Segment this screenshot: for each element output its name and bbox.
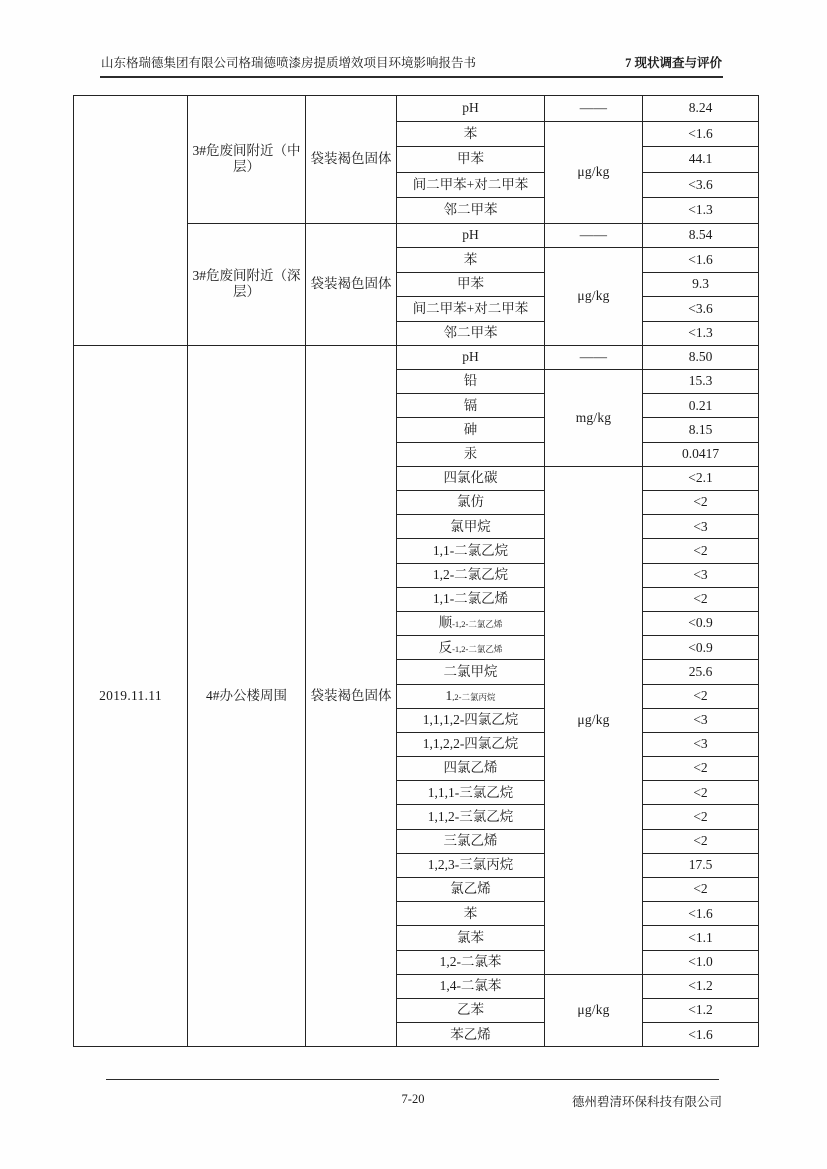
parameter-cell: 四氯化碳 [397,466,545,490]
parameter-cell [397,684,545,708]
value-cell: <3 [643,708,759,732]
parameter-cell: 三氯乙烯 [397,829,545,853]
parameter-cell: 氯甲烷 [397,515,545,539]
parameter-cell: 镉 [397,394,545,418]
value-cell: 17.5 [643,853,759,877]
parameter-cell: 氯苯 [397,926,545,950]
parameter-cell: 1,1,2,2-四氯乙烷 [397,732,545,756]
parameter-cell: 1,2-二氯乙烷 [397,563,545,587]
value-cell: <1.1 [643,926,759,950]
value-cell: <1.2 [643,974,759,998]
value-cell: <1.3 [643,321,759,345]
date-cell: 2019.11.11 [74,345,188,1046]
parameter-cell: 砷 [397,418,545,442]
value-cell: <2 [643,539,759,563]
value-cell: <3 [643,563,759,587]
parameter-cell [397,611,545,635]
page-number: 7-20 [401,1092,425,1106]
value-cell: <2 [643,757,759,781]
header-report-title: 山东格瑞德集团有限公司格瑞德喷漆房提质增效项目环境影响报告书 [101,56,477,70]
header-rule [100,76,723,78]
value-cell: 8.15 [643,418,759,442]
value-cell: <1.0 [643,950,759,974]
value-cell: 8.50 [643,345,759,369]
table-row [74,96,759,122]
value-cell: 15.3 [643,370,759,394]
parameter-cell: 1,4-二氯苯 [397,974,545,998]
value-cell: <2 [643,684,759,708]
parameter-cell: 1,1-二氯乙烷 [397,539,545,563]
param-main-text: 1 [445,687,453,703]
unit-cell: μg/kg [545,248,643,346]
value-cell: <2 [643,805,759,829]
parameter-cell: 甲苯 [397,147,545,173]
parameter-cell: pH [397,96,545,122]
value-cell: 25.6 [643,660,759,684]
unit-cell: μg/kg [545,466,643,974]
value-cell: <1.2 [643,998,759,1022]
parameter-cell: 1,2,3-三氯丙烷 [397,853,545,877]
parameter-cell: 邻二甲苯 [397,198,545,224]
parameter-cell: 四氯乙烯 [397,757,545,781]
parameter-cell: 1,1,1-三氯乙烷 [397,781,545,805]
parameter-cell: 二氯甲烷 [397,660,545,684]
parameter-cell: 氯乙烯 [397,878,545,902]
value-cell: <3.6 [643,297,759,321]
parameter-cell: 1,2-二氯苯 [397,950,545,974]
param-main-text: 反 [438,639,453,655]
date-cell [74,96,188,346]
parameter-cell [397,636,545,660]
parameter-cell: 邻二甲苯 [397,321,545,345]
parameter-cell: 间二甲苯+对二甲苯 [397,172,545,198]
value-cell: <2 [643,829,759,853]
value-cell: <1.6 [643,902,759,926]
param-sub-text: ,2-二氯丙烷 [452,691,496,702]
parameter-cell: 汞 [397,442,545,466]
value-cell: <3.6 [643,172,759,198]
value-cell: 44.1 [643,147,759,173]
value-cell: <0.9 [643,611,759,635]
parameter-cell: 间二甲苯+对二甲苯 [397,297,545,321]
value-cell: <1.6 [643,1023,759,1047]
footer-company-name: 德州碧清环保科技有限公司 [571,1095,722,1109]
value-cell: 8.54 [643,223,759,247]
parameter-cell: 苯 [397,902,545,926]
parameter-cell: pH [397,345,545,369]
unit-cell: μg/kg [545,974,643,1047]
value-cell: 8.24 [643,96,759,122]
value-cell: <2 [643,491,759,515]
value-cell: <2.1 [643,466,759,490]
location-cell: 3#危废间附近（中层） [188,96,306,224]
param-sub-text: -1,2-二氯乙烯 [452,643,503,654]
param-sub-text: -1,2-二氯乙烯 [452,619,503,630]
value-cell: <2 [643,878,759,902]
table-row [74,345,759,369]
value-cell: <3 [643,515,759,539]
unit-cell: —— [545,96,643,122]
page-header [101,53,722,71]
unit-cell: mg/kg [545,370,643,467]
value-cell: <1.3 [643,198,759,224]
parameter-cell: 苯 [397,121,545,147]
unit-cell: —— [545,223,643,247]
unit-cell: μg/kg [545,121,643,223]
location-cell: 3#危废间附近（深层） [188,223,306,345]
sample-description-cell: 袋装褐色固体 [306,345,397,1046]
header-chapter-title: 7 现状调查与评价 [625,56,722,70]
footer-rule [106,1079,719,1080]
value-cell: 9.3 [643,272,759,296]
parameter-cell: 甲苯 [397,272,545,296]
value-cell: <0.9 [643,636,759,660]
parameter-cell: 1,1-二氯乙烯 [397,587,545,611]
parameter-cell: 苯乙烯 [397,1023,545,1047]
unit-cell: —— [545,345,643,369]
value-cell: <2 [643,781,759,805]
value-cell: <2 [643,587,759,611]
value-cell: <1.6 [643,121,759,147]
value-cell: <3 [643,732,759,756]
parameter-cell: pH [397,223,545,247]
value-cell: <1.6 [643,248,759,272]
location-cell: 4#办公楼周围 [188,345,306,1046]
parameter-cell: 1,1,1,2-四氯乙烷 [397,708,545,732]
soil-monitoring-results-table [73,95,759,1047]
parameter-cell: 铅 [397,370,545,394]
param-main-text: 顺 [438,615,453,631]
sample-description-cell: 袋装褐色固体 [306,96,397,224]
sample-description-cell: 袋装褐色固体 [306,223,397,345]
parameter-cell: 乙苯 [397,998,545,1022]
parameter-cell: 苯 [397,248,545,272]
parameter-cell: 氯仿 [397,491,545,515]
parameter-cell: 1,1,2-三氯乙烷 [397,805,545,829]
value-cell: 0.21 [643,394,759,418]
value-cell: 0.0417 [643,442,759,466]
